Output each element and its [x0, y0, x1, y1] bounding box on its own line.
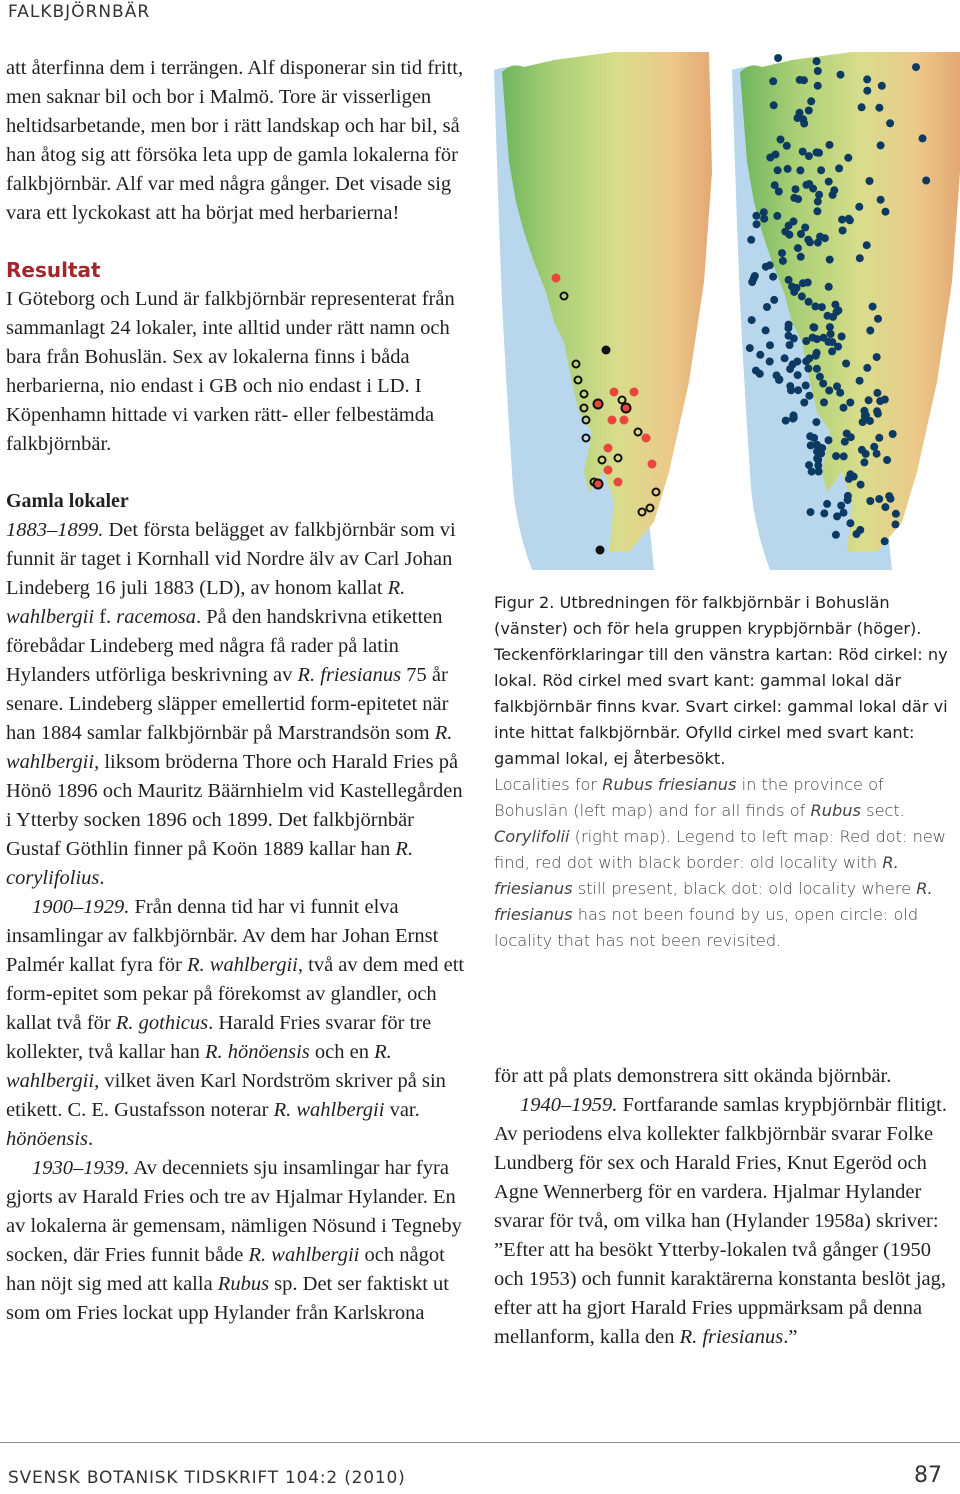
corylifolii-find-marker	[794, 244, 802, 252]
corylifolii-find-marker	[782, 417, 790, 425]
corylifolii-find-marker	[883, 456, 891, 464]
left-column	[6, 54, 470, 1328]
corylifolii-find-marker	[797, 253, 805, 261]
right-map	[732, 52, 960, 570]
corylifolii-find-marker	[770, 101, 778, 109]
corylifolii-find-marker	[833, 382, 841, 390]
corylifolii-find-marker	[812, 352, 820, 360]
resultat-heading: Resultat	[6, 258, 101, 282]
corylifolii-find-marker	[881, 503, 889, 511]
corylifolii-find-marker	[817, 166, 825, 174]
page-number: 87	[914, 1463, 942, 1488]
corylifolii-find-marker	[813, 335, 821, 343]
old-locality-present-marker	[594, 400, 603, 409]
corylifolii-find-marker	[842, 360, 850, 368]
corylifolii-find-marker	[752, 212, 760, 220]
resultat-paragraph: I Göteborg och Lund är falkbjörnbär representerat från sammanlagt 24 lokaler, inte alltid under rätt namn och bara från Bohuslän. Sex av lokalerna finns i båda herbarierna, nio endast i GB och nio endast i LD. I Köpenhamn hittade vi varken rätt- eller felbestämda falkbjörnbär.	[6, 288, 455, 455]
corylifolii-find-marker	[839, 227, 847, 235]
corylifolii-find-marker	[881, 537, 889, 545]
corylifolii-find-marker	[802, 181, 810, 189]
corylifolii-find-marker	[844, 154, 852, 162]
corylifolii-find-marker	[846, 399, 854, 407]
corylifolii-find-marker	[805, 152, 813, 160]
corylifolii-find-marker	[829, 191, 837, 199]
corylifolii-find-marker	[813, 365, 821, 373]
corylifolii-find-marker	[815, 444, 823, 452]
corylifolii-find-marker	[806, 238, 814, 246]
corylifolii-find-marker	[808, 468, 816, 476]
corylifolii-find-marker	[770, 296, 778, 304]
corylifolii-find-marker	[814, 198, 822, 206]
corylifolii-find-marker	[785, 276, 793, 284]
corylifolii-find-marker	[881, 396, 889, 404]
paragraph-1900: 1900–1929. Från denna tid har vi funnit elva insamlingar av falkbjörnbär. Av dem har Johan Ernst Palmér kallat fyra för R. wahlbergii, två av dem med ett form-epitet som pekar på förekomst av glandler, och kallat två för R. gothicus. Harald Fries svarar för tre kollekter, två kallar han R. hönöensis och en R. wahlbergii, vilket även Karl Nordström skriver på sin etikett. C. E. Gustafsson noterar R. wahlbergii var. hönöensis.	[6, 896, 465, 1150]
corylifolii-find-marker	[863, 364, 871, 372]
corylifolii-find-marker	[772, 151, 780, 159]
corylifolii-find-marker	[747, 236, 755, 244]
corylifolii-find-marker	[762, 263, 770, 271]
corylifolii-find-marker	[840, 452, 848, 460]
corylifolii-find-marker	[866, 497, 874, 505]
intro-paragraph: att återfinna dem i terrängen. Alf disponerar sin tid fritt, men saknar bil och bor i Malmö. Tore är visserligen heltidsarbetande, men bor i rätt landskap och har bil, så han åtog sig att försöka leta upp de gamla lokalerna för falkbjörnbär. Alf var med några gånger. Det visade sig vara ett lyckokast att ha börjat med herbarierna!	[6, 57, 464, 224]
corylifolii-find-marker	[922, 177, 930, 185]
corylifolii-find-marker	[874, 315, 882, 323]
new-locality-marker	[614, 478, 623, 487]
corylifolii-find-marker	[832, 531, 840, 539]
corylifolii-find-marker	[783, 142, 791, 150]
corylifolii-find-marker	[819, 380, 827, 388]
corylifolii-find-marker	[774, 54, 782, 62]
corylifolii-find-marker	[886, 119, 894, 127]
corylifolii-find-marker	[773, 212, 781, 220]
corylifolii-find-marker	[814, 462, 822, 470]
corylifolii-find-marker	[835, 164, 843, 172]
corylifolii-find-marker	[862, 450, 870, 458]
corylifolii-find-marker	[863, 75, 871, 83]
corylifolii-find-marker	[877, 196, 885, 204]
running-header: FALKBJÖRNBÄR	[8, 2, 151, 22]
corylifolii-find-marker	[784, 165, 792, 173]
corylifolii-find-marker	[859, 418, 867, 426]
corylifolii-find-marker	[794, 371, 802, 379]
corylifolii-find-marker	[781, 354, 789, 362]
corylifolii-find-marker	[875, 434, 883, 442]
corylifolii-find-marker	[820, 509, 828, 517]
corylifolii-find-marker	[807, 508, 815, 516]
corylifolii-find-marker	[856, 377, 864, 385]
corylifolii-find-marker	[873, 450, 881, 458]
corylifolii-find-marker	[794, 386, 802, 394]
corylifolii-find-marker	[863, 87, 871, 95]
corylifolii-find-marker	[805, 392, 813, 400]
new-locality-marker	[552, 274, 561, 283]
right-column	[494, 1062, 958, 1352]
corylifolii-find-marker	[816, 373, 824, 381]
corylifolii-find-marker	[779, 257, 787, 265]
corylifolii-find-marker	[875, 495, 883, 503]
corylifolii-find-marker	[845, 215, 853, 223]
corylifolii-find-marker	[789, 360, 797, 368]
corylifolii-find-marker	[874, 410, 882, 418]
corylifolii-find-marker	[840, 404, 848, 412]
corylifolii-find-marker	[870, 443, 878, 451]
corylifolii-find-marker	[875, 104, 883, 112]
corylifolii-find-marker	[873, 389, 881, 397]
corylifolii-find-marker	[829, 313, 837, 321]
corylifolii-find-marker	[858, 103, 866, 111]
corylifolii-find-marker	[804, 365, 812, 373]
corylifolii-find-marker	[785, 321, 793, 329]
corylifolii-find-marker	[796, 166, 804, 174]
corylifolii-find-marker	[777, 136, 785, 144]
corylifolii-find-marker	[794, 195, 802, 203]
corylifolii-find-marker	[746, 344, 754, 352]
corylifolii-find-marker	[790, 288, 798, 296]
gamla-lokaler-heading: Gamla lokaler	[6, 490, 129, 512]
paragraph-1940: 1940–1959. Fortfarande samlas krypbjörnbär flitigt. Av periodens elva kollekter falkbjörnbär svarar Folke Lundberg för sex och Harald Fries, Knut Egeröd och Agne Wennerberg för en vardera. Hjalmar Hylander svarar för två, om vilka han (Hylander 1958a) skriver: ”Efter att ha besökt Ytterby-lokalen två gånger (1950 och 1953) och funnit karaktärerna konstanta beslöt jag, efter att ha gjort Harald Fries uppmärksam på denna mellanform, kalla den R. friesianus.”	[494, 1094, 947, 1348]
caption-swedish: Figur 2. Utbredningen för falkbjörnbär i Bohuslän (vänster) och för hela gruppen krypbjörnbär (höger). Teckenförklaringar till den vänstra kartan: Röd cirkel: ny lokal. Röd cirkel med svart kant: gammal lokal där falkbjörnbär finns kvar. Svart cirkel: gammal lokal där vi inte hittat falkbjörnbär. Ofylld cirkel med svart kant: gammal lokal, ej återbesökt.	[494, 593, 948, 768]
corylifolii-find-marker	[807, 441, 815, 449]
corylifolii-find-marker	[837, 502, 845, 510]
corylifolii-find-marker	[832, 452, 840, 460]
corylifolii-find-marker	[763, 303, 771, 311]
corylifolii-find-marker	[813, 57, 821, 65]
paragraph-1930: 1930–1939. Av decenniets sju insamlingar har fyra gjorts av Harald Fries och tre av Hjalmar Hylander. En av lokalerna är gemensam, nämligen Nösund i Tegneby socken, där Fries funnit både R. wahlbergii och något han nöjt sig med att kalla Rubus sp. Det ser faktiskt ut som om Fries lockat upp Hylander från Karlskrona	[6, 1157, 462, 1324]
corylifolii-find-marker	[892, 510, 900, 518]
corylifolii-find-marker	[857, 481, 865, 489]
corylifolii-find-marker	[816, 233, 824, 241]
corylifolii-find-marker	[838, 333, 846, 341]
corylifolii-find-marker	[877, 141, 885, 149]
corylifolii-find-marker	[802, 337, 810, 345]
corylifolii-find-marker	[844, 496, 852, 504]
new-locality-marker	[608, 416, 617, 425]
corylifolii-find-marker	[823, 500, 831, 508]
corylifolii-find-marker	[756, 351, 764, 359]
corylifolii-find-marker	[775, 376, 783, 384]
corylifolii-find-marker	[809, 185, 817, 193]
corylifolii-find-marker	[892, 520, 900, 528]
corylifolii-find-marker	[785, 332, 793, 340]
corylifolii-find-marker	[807, 97, 815, 105]
new-locality-marker	[620, 416, 629, 425]
new-locality-marker	[648, 460, 657, 469]
corylifolii-find-marker	[865, 396, 873, 404]
corylifolii-find-marker	[769, 77, 777, 85]
corylifolii-find-marker	[756, 370, 764, 378]
figure-caption	[494, 590, 958, 954]
corylifolii-find-marker	[825, 436, 833, 444]
corylifolii-find-marker	[805, 298, 813, 306]
corylifolii-find-marker	[805, 107, 813, 115]
corylifolii-find-marker	[826, 141, 834, 149]
corylifolii-find-marker	[815, 191, 823, 199]
corylifolii-find-marker	[882, 208, 890, 216]
corylifolii-find-marker	[814, 82, 822, 90]
caption-english: Localities for Rubus friesianus in the province of Bohuslän (left map) and for all finds of Rubus sect. Corylifolii (right map). Legend to left map: Red dot: new find, red dot with black border: old locality with R. friesianus still present, black dot: old locality where R. friesianus has not been found by us, open circle: old locality that has not been revisited.	[494, 775, 947, 950]
corylifolii-find-marker	[855, 203, 863, 211]
corylifolii-find-marker	[820, 398, 828, 406]
corylifolii-find-marker	[843, 430, 851, 438]
corylifolii-find-marker	[753, 220, 761, 228]
corylifolii-find-marker	[801, 224, 809, 232]
corylifolii-find-marker	[800, 120, 808, 128]
corylifolii-find-marker	[766, 358, 774, 366]
corylifolii-find-marker	[866, 327, 874, 335]
corylifolii-find-marker	[825, 283, 833, 291]
new-locality-marker	[642, 434, 651, 443]
footer-rule	[0, 1442, 960, 1443]
corylifolii-find-marker	[846, 519, 854, 527]
corylifolii-find-marker	[794, 114, 802, 122]
corylifolii-find-marker	[856, 254, 864, 262]
corylifolii-find-marker	[799, 279, 807, 287]
corylifolii-find-marker	[778, 249, 786, 257]
corylifolii-find-marker	[873, 353, 881, 361]
corylifolii-find-marker	[762, 326, 770, 334]
corylifolii-find-marker	[800, 399, 808, 407]
corylifolii-find-marker	[771, 181, 779, 189]
corylifolii-find-marker	[837, 71, 845, 79]
corylifolii-find-marker	[912, 63, 920, 71]
distribution-maps-figure	[494, 52, 960, 570]
corylifolii-find-marker	[810, 324, 818, 332]
new-locality-marker	[604, 466, 613, 475]
corylifolii-find-marker	[813, 207, 821, 215]
corylifolii-find-marker	[860, 407, 868, 415]
corylifolii-find-marker	[774, 166, 782, 174]
corylifolii-find-marker	[878, 82, 886, 90]
corylifolii-find-marker	[866, 177, 874, 185]
new-locality-marker	[610, 388, 619, 397]
corylifolii-find-marker	[798, 292, 806, 300]
old-locality-not-found-marker	[602, 346, 611, 355]
corylifolii-find-marker	[785, 222, 793, 230]
corylifolii-find-marker	[827, 330, 835, 338]
new-locality-marker	[604, 444, 613, 453]
corylifolii-find-marker	[841, 438, 849, 446]
journal-footer: SVENSK BOTANISK TIDSKRIFT 104:2 (2010)	[8, 1468, 406, 1488]
corylifolii-find-marker	[869, 303, 877, 311]
corylifolii-find-marker	[787, 386, 795, 394]
corylifolii-find-marker	[826, 256, 834, 264]
corylifolii-find-marker	[760, 208, 768, 216]
corylifolii-find-marker	[802, 382, 810, 390]
corylifolii-find-marker	[860, 458, 868, 466]
corylifolii-find-marker	[834, 306, 842, 314]
corylifolii-find-marker	[853, 530, 861, 538]
continued-paragraph: för att på plats demonstrera sitt okända björnbär.	[494, 1065, 892, 1087]
corylifolii-find-marker	[845, 475, 853, 483]
paragraph-1883: 1883–1899. Det första belägget av falkbjörnbär som vi funnit är taget i Kornhall vid Nordre älv av Carl Johan Lindeberg 16 juli 1883 (LD), av honom kallat R. wahlbergii f. racemosa. På den handskrivna etiketten förebådar Lindeberg med några få rader på latin Hylanders utförliga beskrivning av R. friesianus 75 år senare. Lindeberg släpper emellertid form-epitetet när han 1884 samlar falkbjörnbär på Marstrandsön som R. wahlbergii, liksom bröderna Thore och Harald Fries på Hönö 1896 och Mauritz Bäärnhielm vid Kastellegården i Ytterby socken 1896 och 1899. Det falkbjörnbär Gustaf Göthlin finner på Koön 1889 kallar han R. corylifolius.	[6, 519, 463, 889]
corylifolii-find-marker	[812, 418, 820, 426]
corylifolii-find-marker	[828, 347, 836, 355]
corylifolii-find-marker	[826, 323, 834, 331]
old-locality-not-found-marker	[596, 546, 605, 555]
corylifolii-find-marker	[748, 316, 756, 324]
left-map	[494, 52, 712, 570]
corylifolii-find-marker	[825, 387, 833, 395]
corylifolii-find-marker	[840, 509, 848, 517]
corylifolii-find-marker	[887, 495, 895, 503]
corylifolii-find-marker	[792, 185, 800, 193]
corylifolii-find-marker	[810, 434, 818, 442]
corylifolii-find-marker	[825, 178, 833, 186]
corylifolii-find-marker	[769, 273, 777, 281]
corylifolii-find-marker	[813, 148, 821, 156]
corylifolii-find-marker	[796, 76, 804, 84]
new-locality-marker	[630, 388, 639, 397]
corylifolii-find-marker	[814, 67, 822, 75]
corylifolii-find-marker	[863, 241, 871, 249]
corylifolii-find-marker	[790, 411, 798, 419]
corylifolii-find-marker	[919, 134, 927, 142]
old-locality-present-marker	[594, 480, 603, 489]
corylifolii-find-marker	[818, 303, 826, 311]
corylifolii-find-marker	[766, 341, 774, 349]
corylifolii-find-marker	[748, 278, 756, 286]
corylifolii-find-marker	[889, 430, 897, 438]
old-locality-present-marker	[622, 404, 631, 413]
